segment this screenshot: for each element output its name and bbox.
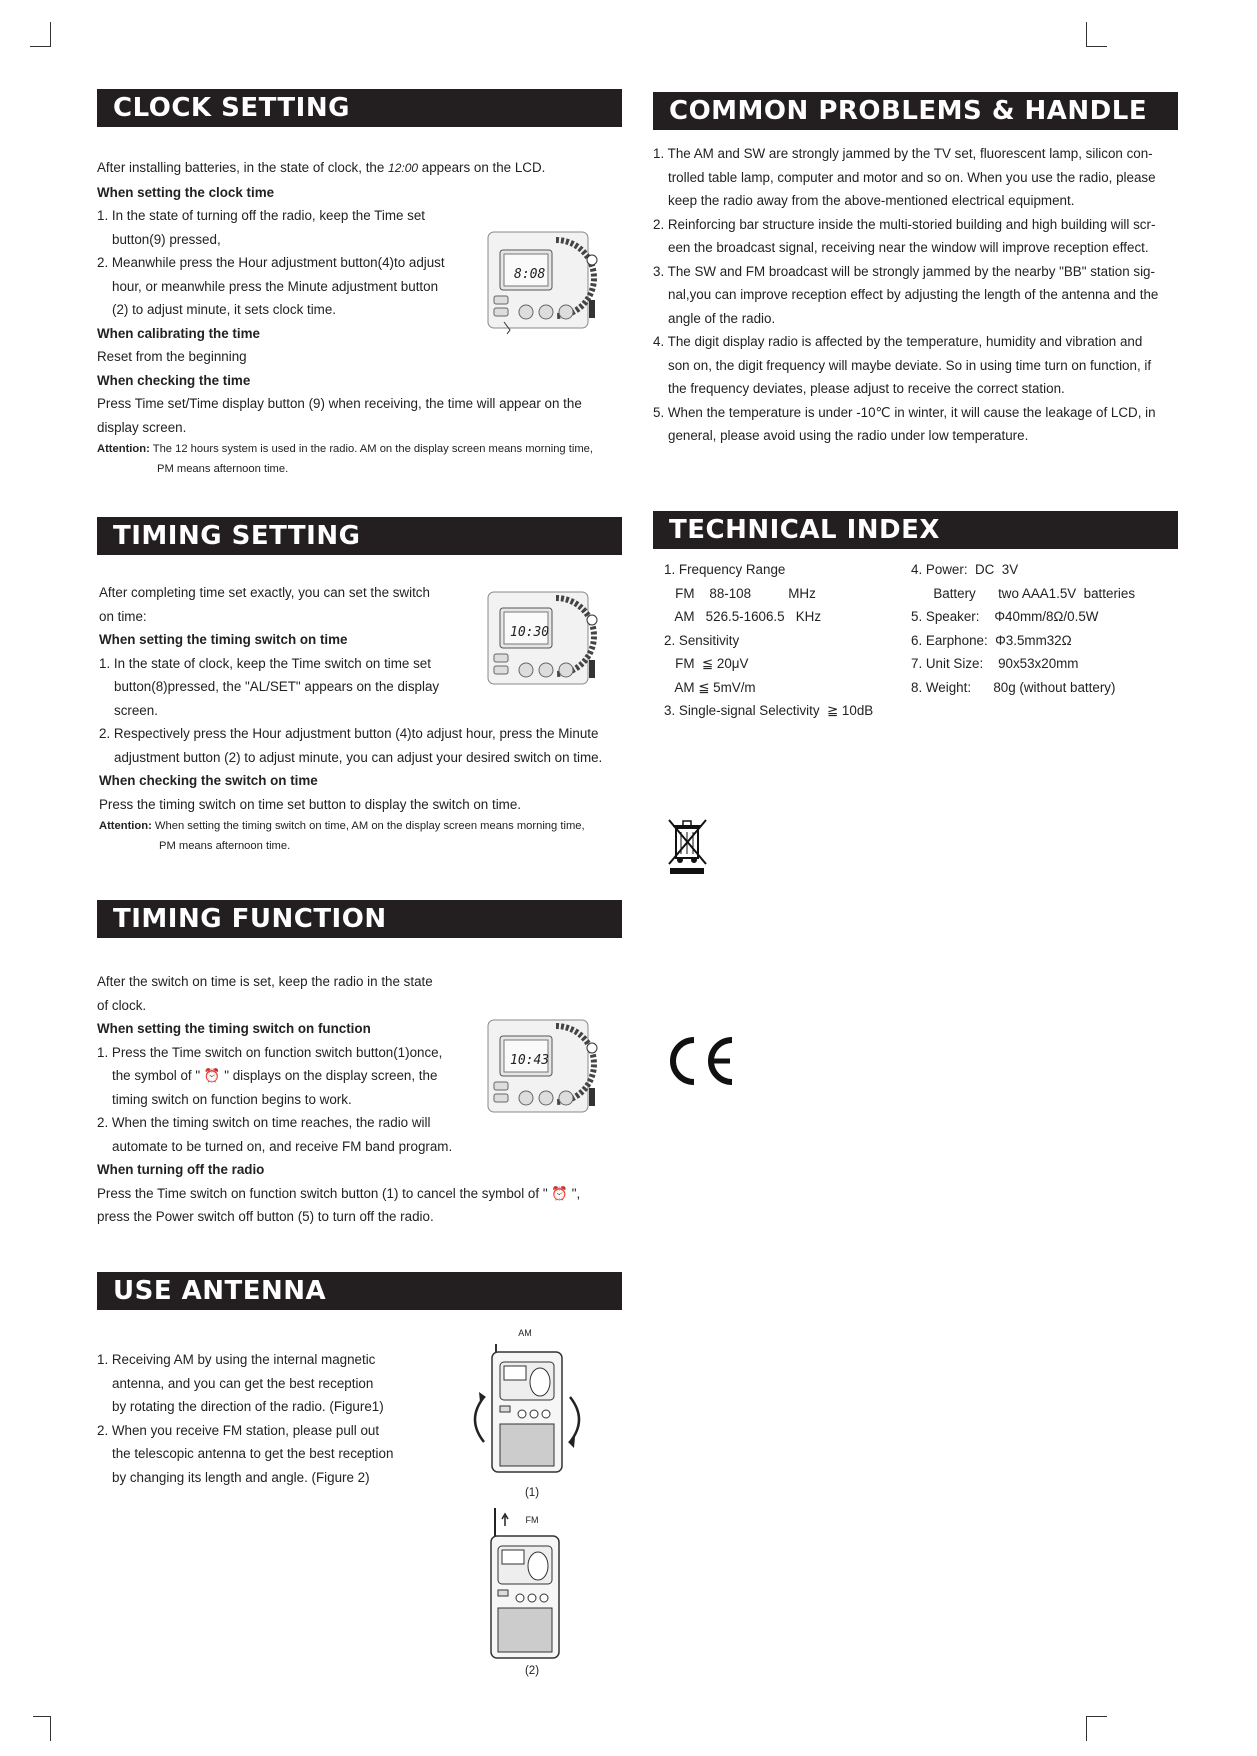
lcd-display-clock: 8:08 <box>514 267 546 282</box>
antenna-step-1: 1. Receiving AM by using the internal magnetic <box>97 1352 376 1367</box>
ce-mark-icon <box>662 1035 738 1087</box>
crop-mark-br-h <box>1086 1716 1107 1717</box>
tech-spec-line: Battery two AAA1.5V batteries <box>911 585 1136 601</box>
clock-intro: After installing batteries, in the state of clock, the 12:00 appears on the LCD. <box>97 160 546 175</box>
clock-check-text-b: display screen. <box>97 419 187 435</box>
technical-index-header: TECHNICAL INDEX <box>653 511 1178 549</box>
timing-setting-step-1c: screen. <box>114 702 158 718</box>
use-antenna-body <box>97 1348 457 1489</box>
timing-setting-step-1b: button(8)pressed, the "AL/SET" appears on the display <box>114 679 440 694</box>
fig2-caption: (2) <box>524 1665 540 1677</box>
problem-line: keep the radio away from the above-mentioned electrical equipment. <box>668 193 1075 208</box>
tech-spec-line: FM ≦ 20μV <box>664 656 749 671</box>
lcd-time-inline: 12:00 <box>388 161 419 175</box>
problem-line: 4. The digit display radio is affected by the temperature, humidity and vibration and <box>653 334 1143 349</box>
tech-spec-line: 8. Weight: 80g (without battery) <box>911 679 1116 695</box>
crop-mark-tr-v <box>1086 22 1087 47</box>
problem-line: 5. When the temperature is under -10℃ in winter, it will cause the leakage of LCD, in <box>653 404 1156 420</box>
antenna-step-2b: the telescopic antenna to get the best reception <box>112 1446 394 1461</box>
antenna-step-1b: antenna, and you can get the best reception <box>112 1375 374 1391</box>
alarm-clock-icon: ⏰ <box>203 1068 221 1083</box>
timing-setting-step-2b: adjustment button (2) to adjust minute, you can adjust your desired switch on time. <box>114 749 603 765</box>
common-problems-body <box>653 142 1193 448</box>
antenna-step-2c: by changing its length and angle. (Figure 2) <box>112 1469 370 1485</box>
clock-calibrate-text: Reset from the beginning <box>97 349 247 364</box>
problem-line: 2. Reinforcing bar structure inside the multi-storied building and high building will scr- <box>653 216 1156 232</box>
clock-step-2c: (2) to adjust minute, it sets clock time. <box>112 302 336 317</box>
use-antenna-header: USE ANTENNA <box>97 1272 622 1310</box>
crop-mark-bl-v <box>50 1716 51 1741</box>
clock-setting-header: CLOCK SETTING <box>97 89 622 127</box>
fig1-caption: (1) <box>524 1487 540 1499</box>
timing-setting-header: TIMING SETTING <box>97 517 622 555</box>
crop-mark-tr-h <box>1086 46 1107 47</box>
crop-mark-br-v <box>1086 1716 1087 1741</box>
common-problems-header: COMMON PROBLEMS & HANDLE <box>653 92 1178 130</box>
timing-setting-intro-b: on time: <box>99 608 147 624</box>
timing-function-intro: After the switch on time is set, keep the radio in the state <box>97 974 433 989</box>
problem-line: 1. The AM and SW are strongly jammed by the TV set, fluorescent lamp, silicon con- <box>653 146 1153 161</box>
tech-left-column <box>664 558 873 723</box>
timing-setting-heading-set: When setting the timing switch on time <box>99 632 348 647</box>
radio-clock-figure <box>486 230 598 338</box>
timing-function-step-1b: the symbol of " ⏰ " displays on the display screen, the <box>112 1068 438 1083</box>
problem-line: nal,you can improve reception effect by adjusting the length of the antenna and the <box>668 287 1159 302</box>
clock-step-2: 2. Meanwhile press the Hour adjustment button(4)to adjust <box>97 255 445 270</box>
lcd-display-alarm: 10:30 <box>510 625 550 640</box>
tech-spec-line: 7. Unit Size: 90x53x20mm <box>911 656 1079 671</box>
radio-fm-antenna-figure <box>485 1508 565 1660</box>
timing-setting-attention: Attention: When setting the timing switch on time, AM on the display screen means morning time, <box>99 820 585 832</box>
problem-line: angle of the radio. <box>668 310 776 326</box>
problem-line: son on, the digit frequency will maybe deviate. So in using time turn on function, if <box>668 357 1152 373</box>
radio-alarm-set-figure <box>486 590 598 694</box>
crop-mark-bl-h <box>33 1716 51 1717</box>
timing-function-off-text: Press the Time switch on function switch button (1) to cancel the symbol of " ⏰ ", <box>97 1185 581 1201</box>
timing-function-step-2: 2. When the timing switch on time reaches, the radio will <box>97 1115 431 1130</box>
clock-heading-check: When checking the time <box>97 372 251 388</box>
clock-step-2b: hour, or meanwhile press the Minute adjustment button <box>112 278 439 294</box>
timing-setting-intro: After completing time set exactly, you can set the switch <box>99 585 430 600</box>
fig1-label: AM <box>518 1328 532 1338</box>
clock-attention-b: PM means afternoon time. <box>157 463 289 475</box>
timing-setting-step-2: 2. Respectively press the Hour adjustment button (4)to adjust hour, press the Minute <box>99 726 599 741</box>
tech-spec-line: 4. Power: DC 3V <box>911 562 1019 577</box>
timing-setting-attention-b: PM means afternoon time. <box>159 840 291 852</box>
clock-check-text: Press Time set/Time display button (9) when receiving, the time will appear on the <box>97 396 582 411</box>
antenna-step-1c: by rotating the direction of the radio. (Figure1) <box>112 1399 384 1414</box>
timing-function-header: TIMING FUNCTION <box>97 900 622 938</box>
timing-function-heading-set: When setting the timing switch on function <box>97 1021 371 1036</box>
tech-spec-line: AM ≦ 5mV/m <box>664 679 756 695</box>
tech-spec-line: 5. Speaker: Φ40mm/8Ω/0.5W <box>911 609 1099 624</box>
problem-line: een the broadcast signal, receiving near the window will improve reception effect. <box>668 240 1149 255</box>
weee-crossed-bin-icon <box>666 818 710 876</box>
timing-function-off-text-b: press the Power switch off button (5) to turn off the radio. <box>97 1209 434 1224</box>
radio-am-rotation-figure <box>470 1342 585 1477</box>
timing-setting-step-1: 1. In the state of clock, keep the Time switch on time set <box>99 655 431 671</box>
problem-line: trolled table lamp, computer and motor and so on. When you use the radio, please <box>668 169 1156 185</box>
tech-spec-line: 3. Single-signal Selectivity ≧ 10dB <box>664 703 874 718</box>
antenna-step-2: 2. When you receive FM station, please pull out <box>97 1422 380 1438</box>
problem-line: general, please avoid using the radio under low temperature. <box>668 428 1029 443</box>
problem-line: the frequency deviates, please adjust to receive the correct station. <box>668 381 1065 396</box>
timing-setting-check-text: Press the timing switch on time set button to display the switch on time. <box>99 796 521 812</box>
fig2-label: FM <box>525 1515 539 1525</box>
timing-function-heading-off: When turning off the radio <box>97 1162 265 1177</box>
tech-spec-line: 1. Frequency Range <box>664 562 786 577</box>
clock-step-1: 1. In the state of turning off the radio, keep the Time set <box>97 208 426 223</box>
timing-function-step-2b: automate to be turned on, and receive FM band program. <box>112 1138 453 1154</box>
tech-spec-line: AM 526.5-1606.5 KHz <box>664 609 822 624</box>
clock-heading-set: When setting the clock time <box>97 184 275 200</box>
lcd-display-timing: 10:43 <box>510 1053 550 1068</box>
timing-function-step-1: 1. Press the Time switch on function switch button(1)once, <box>97 1044 443 1060</box>
radio-timing-figure <box>486 1018 598 1120</box>
timing-function-step-1c: timing switch on function begins to work. <box>112 1091 352 1107</box>
timing-function-intro-b: of clock. <box>97 997 147 1013</box>
tech-right-column <box>911 558 1135 699</box>
tech-spec-line: FM 88-108 MHz <box>664 585 816 601</box>
crop-mark-tl-h <box>30 46 51 47</box>
crop-mark-tl-v <box>50 22 51 47</box>
clock-heading-calibrate: When calibrating the time <box>97 325 260 341</box>
timing-setting-heading-check: When checking the switch on time <box>99 773 318 788</box>
tech-spec-line: 6. Earphone: Φ3.5mm32Ω <box>911 632 1072 648</box>
problem-line: 3. The SW and FM broadcast will be strongly jammed by the nearby "BB" station sig- <box>653 263 1155 279</box>
tech-spec-line: 2. Sensitivity <box>664 632 740 648</box>
clock-attention: Attention: The 12 hours system is used in the radio. AM on the display screen means morning time, <box>97 443 593 455</box>
alarm-clock-icon: ⏰ <box>551 1185 568 1201</box>
clock-step-1b: button(9) pressed, <box>112 231 221 247</box>
